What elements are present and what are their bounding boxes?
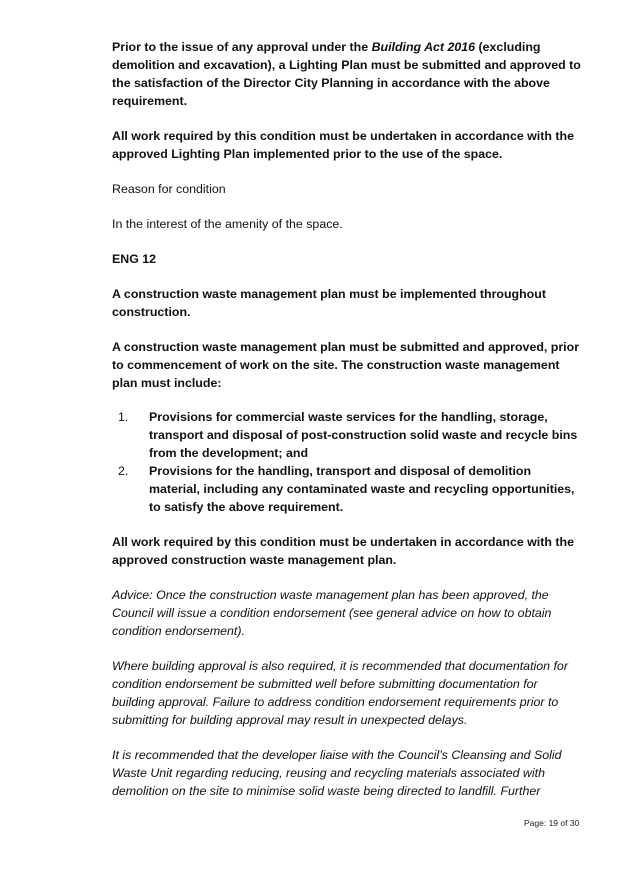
reason-text: In the interest of the amenity of the space.: [112, 217, 343, 231]
reason-label: Reason for condition: [112, 182, 226, 196]
document-page: [112, 38, 582, 800]
list-item-number: 2.: [118, 464, 129, 478]
advice-liaise-cleansing: It is recommended that the developer liaise with the Council’s Cleansing and Solid Waste Unit regarding reducing, reusing and recycling materials associated with demolition on the site to minimise solid waste being directed to landfill. Further: [112, 748, 562, 798]
list-item: [112, 408, 582, 462]
list-item-number: 1.: [118, 410, 129, 424]
waste-plan-implementation: A construction waste management plan must be implemented throughout construction.: [112, 287, 546, 319]
lighting-plan-work-condition: All work required by this condition must be undertaken in accordance with the approved Lighting Plan implemented prior to the use of the space.: [112, 129, 574, 161]
waste-plan-submission: A construction waste management plan must be submitted and approved, prior to commencement of work on the site. The construction waste management plan must include:: [112, 340, 580, 390]
advice-endorsement: Advice: Once the construction waste management plan has been approved, the Council will issue a condition endorsement (see general advice on how to obtain condition endorsement).: [112, 588, 552, 638]
lighting-plan-text-start: Prior to the issue of any approval under the: [112, 40, 372, 54]
condition-code-heading: ENG 12: [112, 252, 157, 266]
list-item-text: Provisions for commercial waste services for the handling, storage, transport and disposal of post-construction solid waste and recycle bins from the development; and: [149, 410, 578, 460]
lighting-plan-condition: [112, 38, 582, 110]
list-item: [112, 462, 582, 516]
waste-plan-requirements-list: [112, 408, 582, 516]
building-act-title: Building Act 2016: [371, 40, 476, 54]
page-number-footer: Page: 19 of 30: [524, 818, 580, 828]
waste-plan-work-condition: All work required by this condition must be undertaken in accordance with the approved construction waste management plan.: [112, 535, 574, 567]
advice-building-approval: Where building approval is also required, it is recommended that documentation for condition endorsement be submitted well before submitting documentation for building approval. Failure to address condition endorsement requirements prior to submitting for building approval may result in unexpected delays.: [112, 659, 568, 727]
lighting-plan-text-end: (excluding demolition and excavation), a Lighting Plan must be submitted and approved to the satisfaction of the Director City Planning in accordance with the above requirement.: [112, 40, 581, 108]
list-item-text: Provisions for the handling, transport and disposal of demolition material, including any contaminated waste and recycling opportunities, to satisfy the above requirement.: [149, 464, 575, 514]
